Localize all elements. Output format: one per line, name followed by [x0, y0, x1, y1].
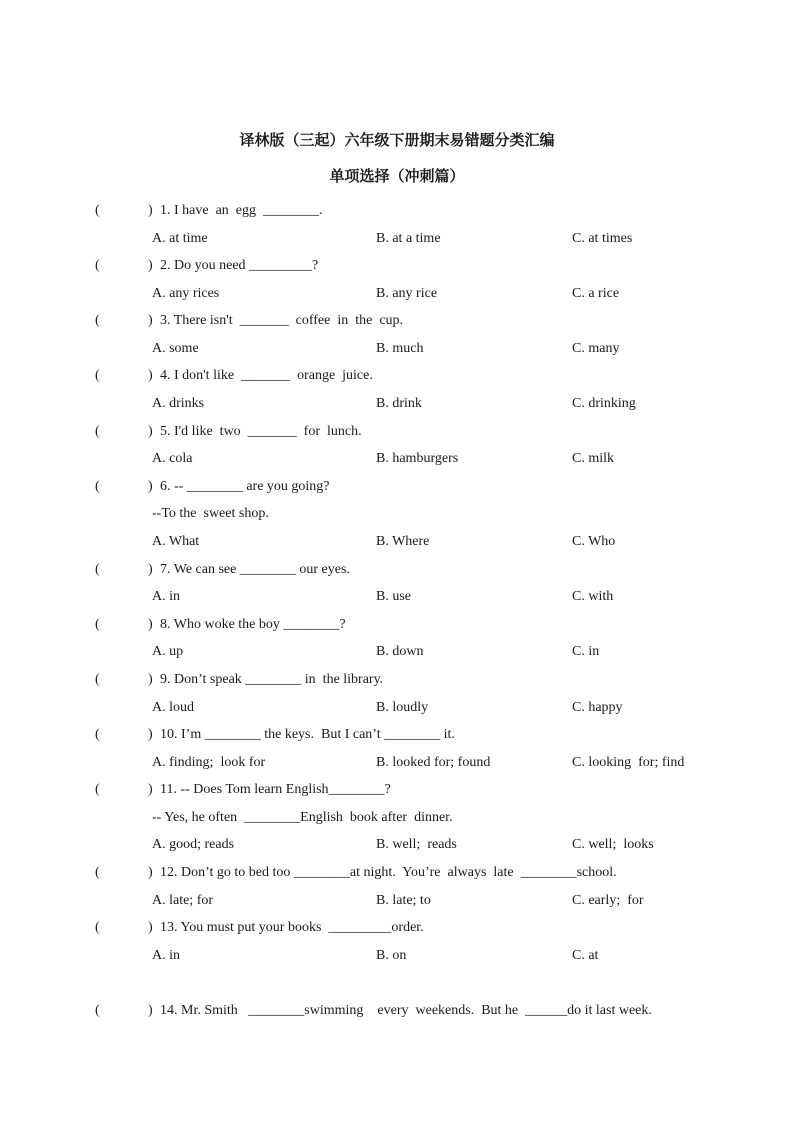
option-a: A. some: [152, 341, 199, 356]
option-c: C. milk: [572, 451, 615, 466]
option-c: C. with: [572, 589, 614, 604]
question-stem: 2. Do you need _________?: [160, 258, 319, 273]
option-b: B. Where: [376, 534, 430, 549]
answer-paren-close: ): [148, 672, 153, 687]
answer-paren-close: ): [148, 1003, 153, 1018]
question-stem: 12. Don’t go to bed too ________at night. You’re always late ________school.: [160, 865, 617, 880]
dialogue-reply-row: [0, 808, 794, 828]
option-b: B. drink: [376, 396, 422, 411]
answer-paren-close: ): [148, 782, 153, 797]
answer-paren-close: ): [148, 617, 153, 632]
answer-paren-close: ): [148, 562, 153, 577]
answer-paren-close: ): [148, 727, 153, 742]
option-b: B. hamburgers: [376, 451, 459, 466]
answer-paren-open: (: [95, 424, 100, 439]
answer-paren-open: (: [95, 617, 100, 632]
option-b: B. loudly: [376, 700, 429, 715]
question-row: [0, 863, 794, 883]
answer-paren-open: (: [95, 920, 100, 935]
answer-paren-open: (: [95, 479, 100, 494]
option-a: A. in: [152, 589, 180, 604]
question-row: [0, 670, 794, 690]
question-stem: 10. I’m ________ the keys. But I can’t ________ it.: [160, 727, 455, 742]
question-row: [0, 256, 794, 276]
question-row: [0, 918, 794, 938]
option-c: C. at times: [572, 231, 633, 246]
option-b: B. use: [376, 589, 411, 604]
question-row: [0, 422, 794, 442]
answer-paren-close: ): [148, 920, 153, 935]
options-row: [0, 229, 794, 249]
question-row: [0, 477, 794, 497]
dialogue-reply: -- Yes, he often ________English book after dinner.: [152, 810, 453, 825]
answer-paren-open: (: [95, 313, 100, 328]
answer-paren-close: ): [148, 424, 153, 439]
answer-paren-close: ): [148, 203, 153, 218]
section-subtitle: 单项选择（冲刺篇）: [329, 167, 465, 185]
question-stem: 13. You must put your books _________order.: [160, 920, 424, 935]
question-stem: 6. -- ________ are you going?: [160, 479, 330, 494]
answer-paren-open: (: [95, 258, 100, 273]
question-row: [0, 725, 794, 745]
option-a: A. late; for: [152, 893, 214, 908]
answer-paren-open: (: [95, 203, 100, 218]
options-row: [0, 698, 794, 718]
option-c: C. a rice: [572, 286, 620, 301]
options-row: [0, 284, 794, 304]
answer-paren-open: (: [95, 865, 100, 880]
document-title: 译林版（三起）六年级下册期末易错题分类汇编: [239, 131, 555, 149]
options-row: [0, 532, 794, 552]
question-stem: 14. Mr. Smith ________swimming every weekends. But he ______do it last week.: [160, 1003, 652, 1018]
dialogue-reply-row: [0, 504, 794, 524]
answer-paren-close: ): [148, 479, 153, 494]
question-stem: 11. -- Does Tom learn English________?: [160, 782, 391, 797]
options-row: [0, 946, 794, 966]
option-b: B. at a time: [376, 231, 441, 246]
option-a: A. finding; look for: [152, 755, 266, 770]
question-row: [0, 201, 794, 221]
options-row: [0, 835, 794, 855]
option-a: A. What: [152, 534, 200, 549]
options-row: [0, 753, 794, 773]
answer-paren-open: (: [95, 727, 100, 742]
option-c: C. at: [572, 948, 599, 963]
question-stem: 7. We can see ________ our eyes.: [160, 562, 350, 577]
answer-paren-open: (: [95, 1003, 100, 1018]
option-c: C. looking for; find: [572, 755, 685, 770]
option-a: A. any rices: [152, 286, 220, 301]
question-row: [0, 366, 794, 386]
options-row: [0, 891, 794, 911]
answer-paren-close: ): [148, 313, 153, 328]
answer-paren-close: ): [148, 368, 153, 383]
question-stem: 3. There isn't _______ coffee in the cup.: [160, 313, 404, 328]
option-c: C. Who: [572, 534, 616, 549]
option-c: C. happy: [572, 700, 623, 715]
option-c: C. drinking: [572, 396, 636, 411]
options-row: [0, 587, 794, 607]
option-b: B. looked for; found: [376, 755, 491, 770]
options-row: [0, 339, 794, 359]
option-a: A. drinks: [152, 396, 205, 411]
question-row: [0, 1001, 794, 1021]
question-row: [0, 780, 794, 800]
option-b: B. down: [376, 644, 424, 659]
option-b: B. much: [376, 341, 424, 356]
option-a: A. good; reads: [152, 837, 235, 852]
option-c: C. many: [572, 341, 620, 356]
option-a: A. loud: [152, 700, 194, 715]
answer-paren-close: ): [148, 258, 153, 273]
question-row: [0, 560, 794, 580]
option-a: A. in: [152, 948, 180, 963]
question-stem: 4. I don't like _______ orange juice.: [160, 368, 373, 383]
option-b: B. late; to: [376, 893, 431, 908]
question-stem: 8. Who woke the boy ________?: [160, 617, 346, 632]
option-b: B. any rice: [376, 286, 438, 301]
answer-paren-open: (: [95, 782, 100, 797]
option-c: C. in: [572, 644, 600, 659]
option-c: C. early; for: [572, 893, 644, 908]
option-a: A. up: [152, 644, 184, 659]
question-row: [0, 615, 794, 635]
answer-paren-open: (: [95, 562, 100, 577]
option-b: B. well; reads: [376, 837, 457, 852]
options-row: [0, 449, 794, 469]
option-a: A. cola: [152, 451, 193, 466]
option-c: C. well; looks: [572, 837, 654, 852]
options-row: [0, 394, 794, 414]
question-row: [0, 311, 794, 331]
options-row: [0, 642, 794, 662]
answer-paren-close: ): [148, 865, 153, 880]
answer-paren-open: (: [95, 672, 100, 687]
dialogue-reply: --To the sweet shop.: [152, 506, 269, 521]
question-stem: 9. Don’t speak ________ in the library.: [160, 672, 384, 687]
question-stem: 1. I have an egg ________.: [160, 203, 323, 218]
option-b: B. on: [376, 948, 407, 963]
answer-paren-open: (: [95, 368, 100, 383]
question-stem: 5. I'd like two _______ for lunch.: [160, 424, 362, 439]
option-a: A. at time: [152, 231, 208, 246]
